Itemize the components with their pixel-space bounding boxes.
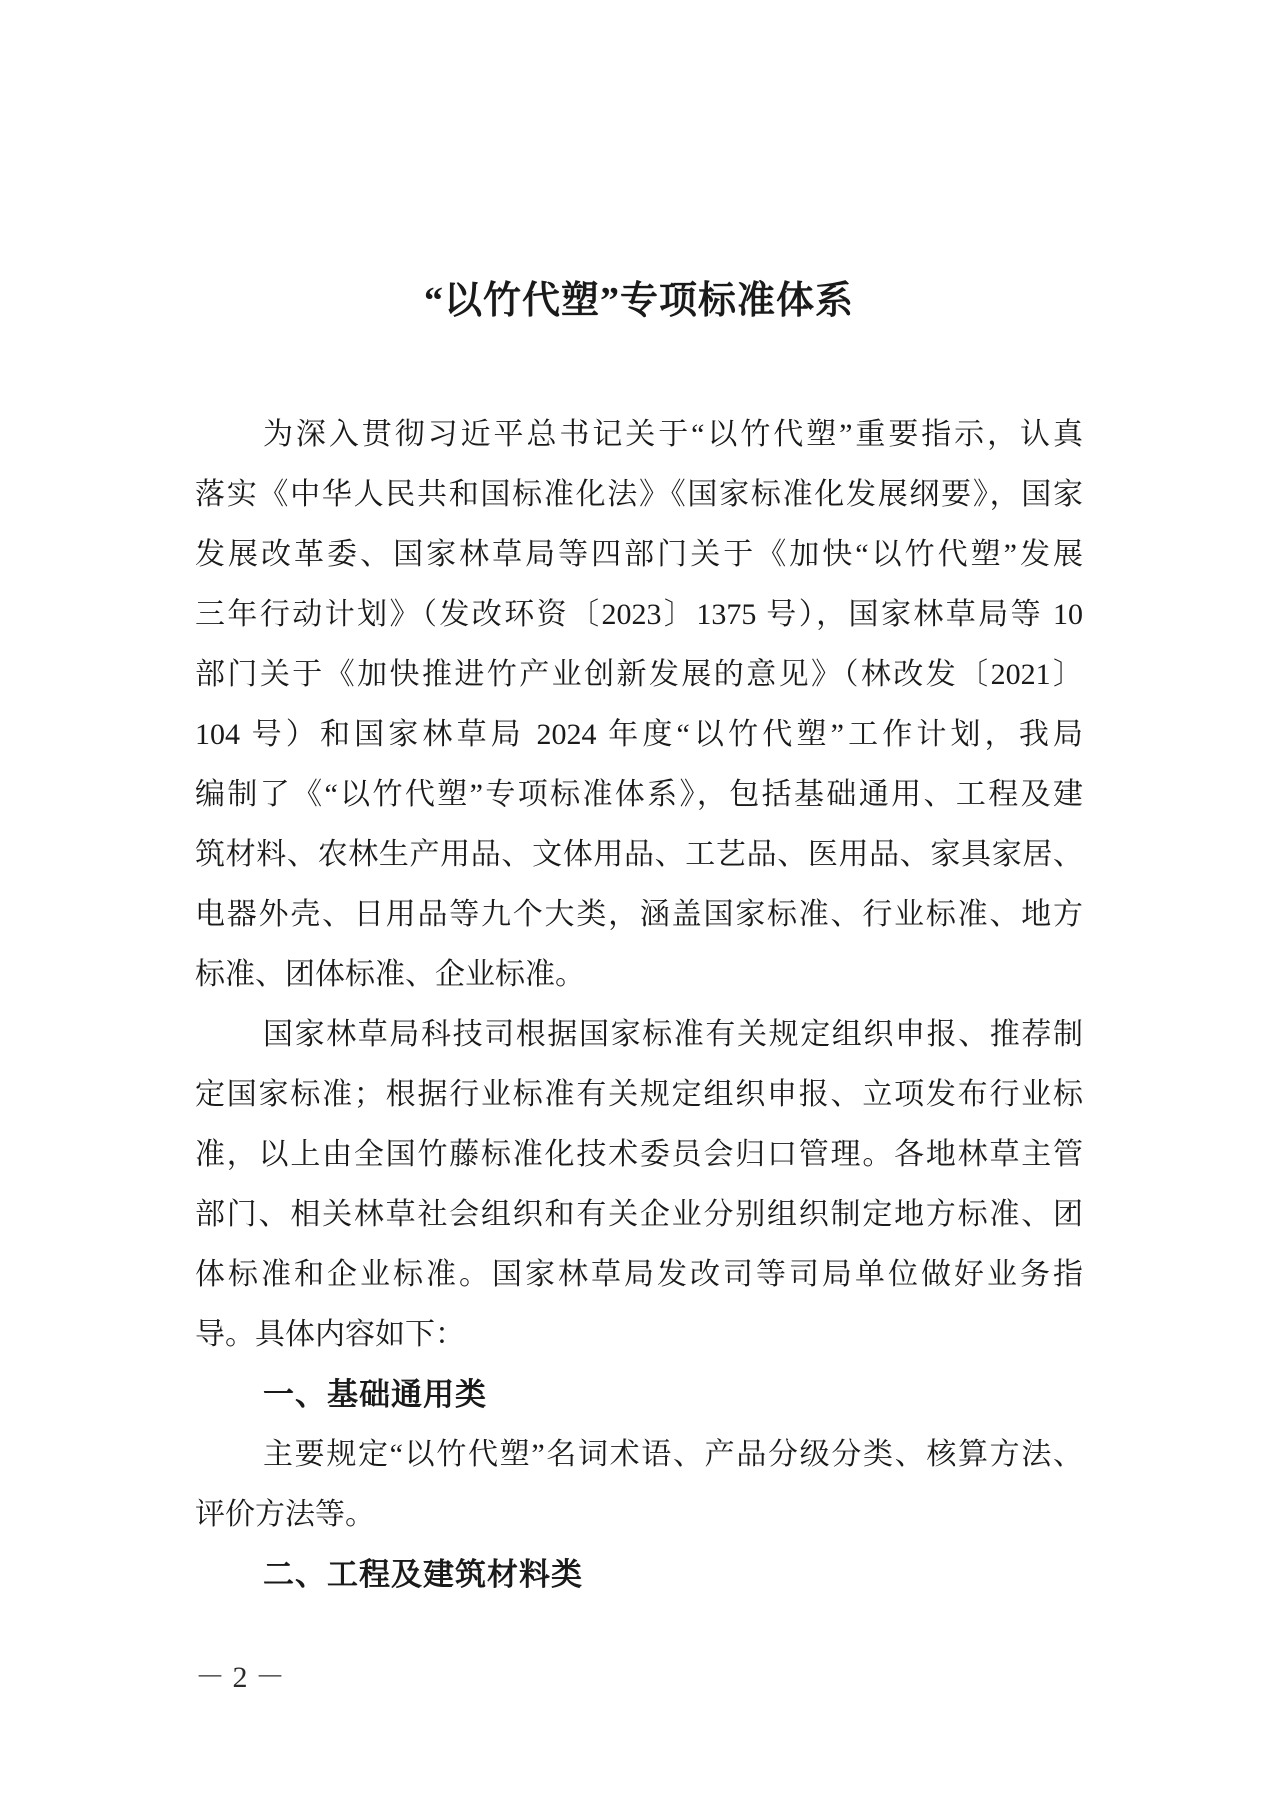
body-line: 104 号）和国家林草局 2024 年度“以竹代塑”工作计划，我局 — [195, 718, 1083, 751]
body-line: 编制了《“以竹代塑”专项标准体系》，包括基础通用、工程及建 — [195, 778, 1083, 811]
body-line: 部门、相关林草社会组织和有关企业分别组织制定地方标准、团 — [195, 1198, 1083, 1231]
body-line: 标准、团体标准、企业标准。 — [195, 958, 585, 991]
body-line: 主要规定“以竹代塑”名词术语、产品分级分类、核算方法、 — [263, 1438, 1083, 1471]
section-heading: 一、基础通用类 — [263, 1377, 487, 1412]
body-line: 三年行动计划》（发改环资〔2023〕1375 号），国家林草局等 10 — [195, 598, 1083, 631]
body-line: 体标准和企业标准。国家林草局发改司等司局单位做好业务指 — [195, 1258, 1083, 1291]
body-line: 发展改革委、国家林草局等四部门关于《加快“以竹代塑”发展 — [195, 538, 1083, 571]
body-line: 导。具体内容如下： — [195, 1318, 465, 1351]
body-line: 落实《中华人民共和国标准化法》《国家标准化发展纲要》，国家 — [195, 478, 1083, 511]
body-line: 筑材料、农林生产用品、文体用品、工艺品、医用品、家具家居、 — [195, 838, 1083, 871]
document-body — [195, 405, 1083, 1605]
body-line: 定国家标准；根据行业标准有关规定组织申报、立项发布行业标 — [195, 1078, 1083, 1111]
body-line: 为深入贯彻习近平总书记关于“以竹代塑”重要指示，认真 — [263, 418, 1083, 451]
body-line: 电器外壳、日用品等九个大类，涵盖国家标准、行业标准、地方 — [195, 898, 1083, 931]
body-line: 评价方法等。 — [195, 1498, 375, 1531]
page-number: － 2 － — [195, 1661, 285, 1694]
body-line: 国家林草局科技司根据国家标准有关规定组织申报、推荐制 — [263, 1018, 1083, 1051]
page-title: “以竹代塑”专项标准体系 — [423, 280, 854, 322]
body-line: 准，以上由全国竹藤标准化技术委员会归口管理。各地林草主管 — [195, 1138, 1083, 1171]
section-heading: 二、工程及建筑材料类 — [263, 1557, 583, 1592]
body-line: 部门关于《加快推进竹产业创新发展的意见》（林改发〔2021〕 — [195, 658, 1083, 691]
